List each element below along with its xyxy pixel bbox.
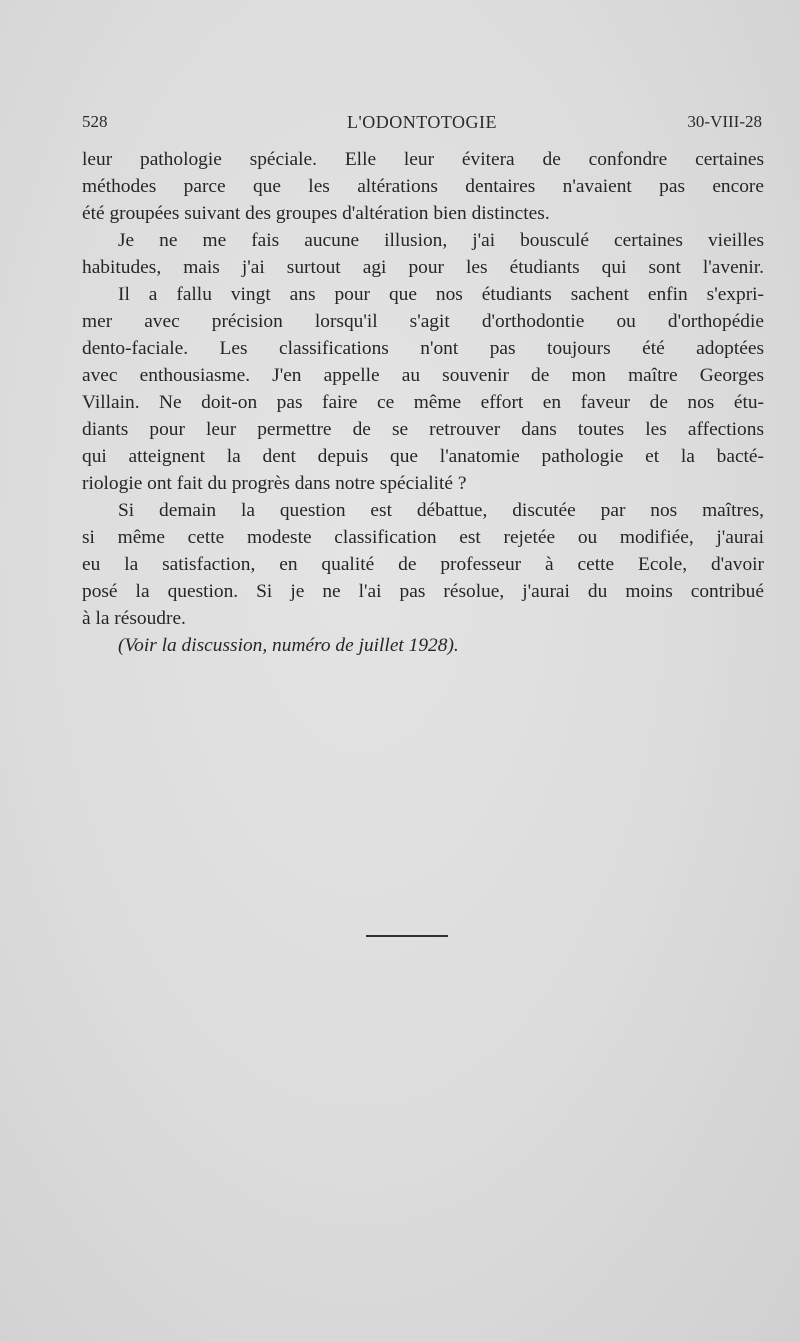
end-rule	[366, 935, 448, 937]
article-body	[82, 146, 764, 659]
text-line: dento-faciale. Les classifications n'ont pas toujours été adoptées	[82, 338, 764, 359]
text-line: Si demain la question est débattue, discutée par nos maîtres,	[118, 500, 764, 521]
text-line: avec enthousiasme. J'en appelle au souvenir de mon maître Georges	[82, 365, 764, 386]
text-line: habitudes, mais j'ai surtout agi pour les étudiants qui sont l'avenir.	[82, 257, 764, 278]
text-line: Il a fallu vingt ans pour que nos étudiants sachent enfin s'expri-	[118, 284, 764, 305]
citation-note: (Voir la discussion, numéro de juillet 1928).	[118, 635, 459, 656]
issue-date: 30-VIII-28	[687, 112, 762, 131]
text-line: Je ne me fais aucune illusion, j'ai bousculé certaines vieilles	[118, 230, 764, 251]
text-line: Villain. Ne doit-on pas faire ce même effort en faveur de nos étu-	[82, 392, 764, 413]
text-line: leur pathologie spéciale. Elle leur évitera de confondre certaines	[82, 149, 764, 170]
running-head	[82, 112, 762, 138]
paragraph	[82, 497, 764, 632]
paragraph	[82, 281, 764, 497]
text-line: si même cette modeste classification est rejetée ou modifiée, j'aurai	[82, 527, 764, 548]
text-line: posé la question. Si je ne l'ai pas résolue, j'aurai du moins contribué	[82, 581, 764, 602]
text-line: eu la satisfaction, en qualité de professeur à cette Ecole, d'avoir	[82, 554, 764, 575]
text-line: à la résoudre.	[82, 608, 186, 629]
journal-title: L'ODONTOTOGIE	[346, 112, 498, 132]
text-line: diants pour leur permettre de se retrouver dans toutes les affections	[82, 419, 764, 440]
page-number: 528	[82, 112, 108, 131]
text-line: qui atteignent la dent depuis que l'anatomie pathologie et la bacté-	[82, 446, 764, 467]
text-line: été groupées suivant des groupes d'altération bien distinctes.	[82, 203, 550, 224]
paragraph	[82, 227, 764, 281]
text-line: riologie ont fait du progrès dans notre spécialité ?	[82, 473, 467, 494]
text-line: mer avec précision lorsqu'il s'agit d'orthodontie ou d'orthopédie	[82, 311, 764, 332]
text-line: méthodes parce que les altérations dentaires n'avaient pas encore	[82, 176, 764, 197]
paragraph	[82, 146, 764, 227]
